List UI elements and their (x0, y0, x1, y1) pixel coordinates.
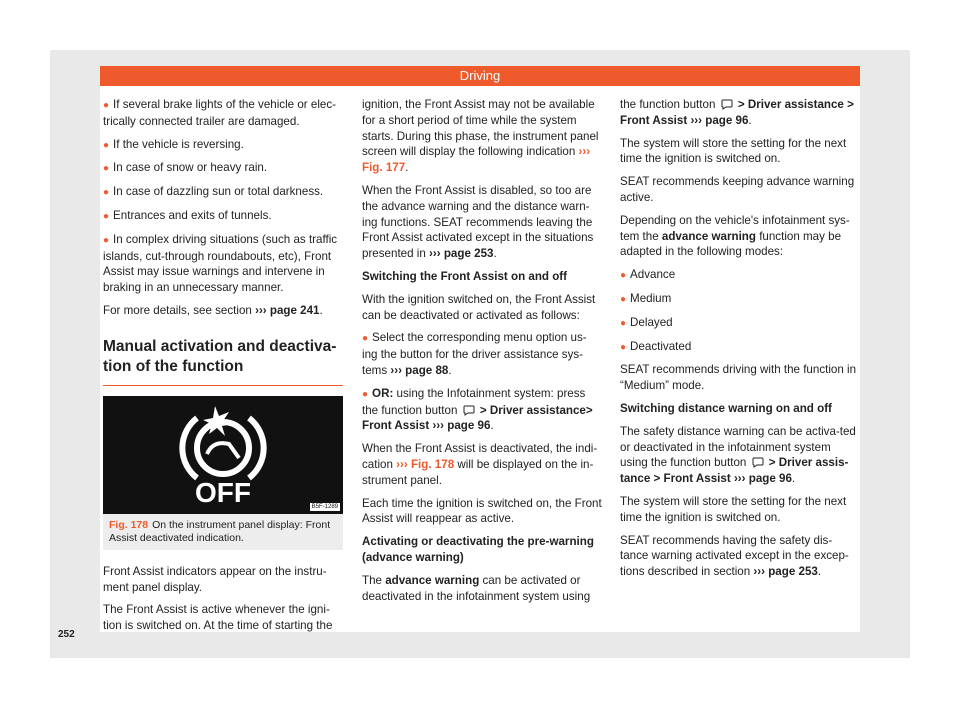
list-item: ● If several brake lights of the vehicle or elec-trically connected trailer are damaged. (103, 98, 337, 128)
paragraph: The Front Assist is active whenever the igni-tion is switched on. At the time of starting the (103, 603, 333, 633)
list-item: ● Select the corresponding menu option us-ing the button for the driver assistance sys-tems ››› page 88. (362, 331, 587, 377)
page-link[interactable]: ››› page 96 (432, 419, 491, 433)
paragraph: The system will store the setting for the next time the ignition is switched on. (620, 136, 847, 166)
paragraph: The advance warning can be activated or deactivated in the infotainment system using (362, 573, 591, 603)
subheading: Activating or deactivating the pre-warning (advance warning) (362, 535, 594, 564)
figure-link[interactable]: ››› Fig. 178 (396, 457, 455, 471)
paragraph: When the Front Assist is deactivated, the indi-cation ››› Fig. 178 will be displayed on the in-strument panel. (362, 442, 598, 487)
bullet-dot-icon: ● (620, 270, 627, 282)
paragraph: SEAT recommends driving with the function in “Medium” mode. (620, 363, 857, 393)
bullet-dot-icon: ● (103, 210, 110, 222)
list-item: ● In complex driving situations (such as traffic islands, cut-through roundabouts, etc), Front Assist may issue warnings and intervene in braking in an unnecessary manner. (103, 232, 338, 295)
menu-button-icon (463, 405, 475, 416)
bullet-dot-icon: ● (362, 333, 369, 345)
conditions-list (103, 97, 343, 296)
menu-button-icon (752, 457, 764, 468)
paragraph: The system will store the setting for the next time the ignition is switched on. (620, 494, 847, 524)
list-item: ● If the vehicle is reversing. (103, 137, 244, 151)
bullet-dot-icon: ● (103, 100, 110, 111)
paragraph: the function button > Driver assistance > Front Assist ››› page 96. (620, 98, 854, 127)
chapter-header: Driving (100, 66, 860, 86)
bullet-dot-icon: ● (103, 187, 110, 199)
paragraph: SEAT recommends keeping advance warning active. (620, 175, 855, 204)
figure-caption: Fig. 178 On the instrument panel display: Front Assist deactivated indication. (103, 514, 343, 550)
instrument-display-figure (103, 396, 343, 514)
subheading: Switching the Front Assist on and off (362, 269, 568, 283)
section-title: Manual activation and deactiva-tion of the function (103, 337, 343, 386)
list-item: ● In case of dazzling sun or total darkness. (103, 185, 324, 199)
list-item: ● Deactivated (620, 339, 692, 353)
page-link[interactable]: ››› page 241 (255, 303, 320, 317)
list-item: ● Entrances and exits of tunnels. (103, 208, 272, 222)
paragraph: ignition, the Front Assist may not be available for a short period of time while the system starts. During this phase, the instrument panel screen will display the following indication ››› Fig. 177. (362, 98, 599, 175)
figure-code: B5F-1289 (311, 503, 338, 510)
paragraph: Depending on the vehicle's infotainment sys-tem the advance warning function may be adapted in the following modes: (620, 213, 850, 259)
list-item: ● Medium (620, 291, 672, 305)
paragraph: SEAT recommends having the safety dis-tance warning activated except in the excep-tions described in section ››› page 253. (620, 533, 849, 579)
figure-link[interactable]: ››› Fig. 177 (362, 145, 591, 175)
column-3 (620, 97, 860, 587)
column-2 (362, 97, 602, 611)
bullet-dot-icon: ● (103, 163, 110, 175)
page-link[interactable]: ››› page 253 (753, 565, 818, 579)
modes-list (620, 267, 860, 355)
page-link[interactable]: ››› page 88 (390, 363, 449, 377)
paragraph: The safety distance warning can be activa-ted or deactivated in the infotainment system using the function button > Driver assis-tance > Front Assist ››› page 96. (620, 424, 856, 486)
bullet-dot-icon: ● (620, 341, 627, 353)
bullet-dot-icon: ● (620, 293, 627, 305)
more-details: For more details, see section ››› page 241. (103, 303, 323, 317)
bullet-dot-icon: ● (362, 388, 369, 400)
paragraph: Front Assist indicators appear on the instru-ment panel display. (103, 564, 327, 594)
paragraph: When the Front Assist is disabled, so too are the advance warning and the distance warn-ing functions. SEAT recommends leaving the Front Assist activated except in the situations presented in ››› page 253. (362, 183, 594, 261)
list-item: ● OR: using the Infotainment system: press the function button > Driver assistance> Front Assist ››› page 96. (362, 386, 593, 433)
list-item: ● Delayed (620, 315, 673, 329)
page-link[interactable]: ››› page 96 (690, 113, 749, 127)
page-link[interactable]: ››› page 96 (733, 472, 792, 486)
front-assist-warning-icon (103, 396, 343, 514)
list-item: ● In case of snow or heavy rain. (103, 161, 268, 175)
page-link[interactable]: ››› page 253 (429, 247, 494, 261)
bullet-dot-icon: ● (103, 234, 110, 246)
column-1 (103, 97, 343, 641)
bullet-dot-icon: ● (620, 317, 627, 329)
list-item: ● Advance (620, 268, 676, 282)
paragraph: With the ignition switched on, the Front Assist can be deactivated or activated as follows: (362, 292, 596, 322)
off-label: OFF (195, 476, 251, 508)
page-number: 252 (58, 629, 75, 640)
bullet-dot-icon: ● (103, 139, 110, 151)
figure-label: Fig. 178 (109, 518, 149, 531)
subheading: Switching distance warning on and off (620, 401, 832, 415)
menu-button-icon (721, 99, 733, 110)
paragraph: Each time the ignition is switched on, the Front Assist will reappear as active. (362, 496, 602, 526)
